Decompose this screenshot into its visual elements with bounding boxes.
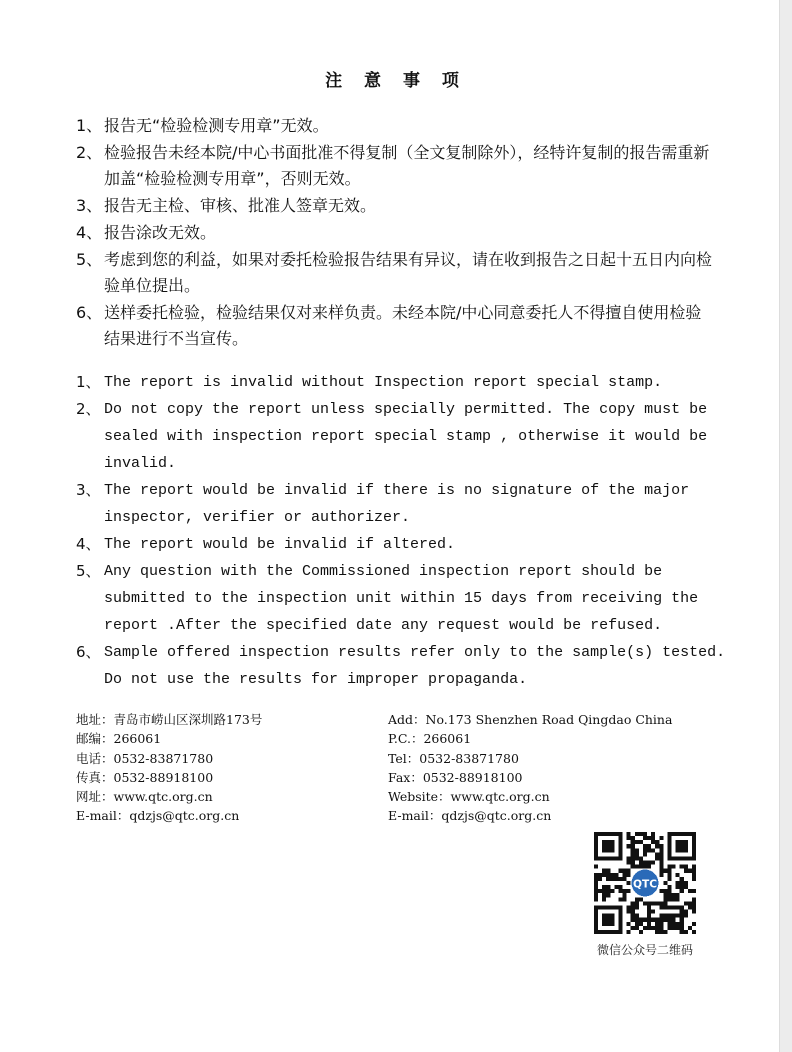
en-note-number: 5、 [76, 562, 101, 580]
cn-note-text: 报告无“检验检测专用章”无效。 [104, 116, 329, 135]
en-note-number: 3、 [76, 481, 101, 499]
page-title: 注 意 事 项 [325, 71, 467, 91]
cn-note-item [76, 247, 716, 299]
contact-cn-email: E-mail：qdzjs@qtc.org.cn [76, 808, 240, 824]
cn-note-item [76, 113, 716, 139]
cn-note-item [76, 220, 716, 246]
contact-cn-fax: 传真：0532-88918100 [76, 769, 214, 785]
en-note-text: The report would be invalid if there is no signature of the major inspector, verifier or authorizer. [104, 482, 690, 526]
en-note-item [76, 531, 736, 558]
contact-en-email: E-mail：qdzjs@qtc.org.cn [388, 808, 552, 824]
cn-note-number: 3、 [76, 196, 103, 215]
cn-note-text: 考虑到您的利益，如果对委托检验报告结果有异议，请在收到报告之日起十五日内向检验单位提出。 [104, 250, 713, 295]
contact-cn-website: 网址：www.qtc.org.cn [76, 789, 213, 805]
en-note-text: Any question with the Commissioned inspection report should be submitted to the inspection unit within 15 days from receiving the report .After the specified date any request would be refused. [104, 563, 699, 634]
en-note-number: 1、 [76, 373, 101, 391]
wechat-qr-code-icon [594, 832, 696, 934]
en-notes-list [76, 369, 736, 693]
contact-cn-address: 地址：青岛市崂山区深圳路173号 [76, 712, 263, 727]
cn-notes-list [76, 113, 716, 353]
contact-en-postcode: P.C.：266061 [388, 731, 472, 747]
en-note-number: 4、 [76, 535, 101, 553]
contact-en-phone: Tel：0532-83871780 [388, 750, 519, 766]
cn-note-text: 送样委托检验，检验结果仅对来样负责。未经本院/中心同意委托人不得擅自使用检验结果进行不当宣传。 [104, 303, 702, 348]
cn-note-text: 报告无主检、审核、批准人签章无效。 [104, 196, 377, 215]
contact-en-block [388, 710, 718, 826]
page-edge-bar [779, 0, 792, 1052]
en-note-number: 6、 [76, 643, 101, 661]
cn-note-item [76, 193, 716, 219]
en-note-item [76, 639, 736, 693]
en-note-item [76, 369, 736, 396]
en-note-number: 2、 [76, 400, 101, 418]
contact-cn-block [76, 710, 376, 826]
cn-note-number: 1、 [76, 116, 103, 135]
cn-note-item [76, 300, 716, 352]
qr-caption: 微信公众号二维码 [596, 943, 693, 957]
cn-note-text: 检验报告未经本院/中心书面批准不得复制（全文复制除外），经特许复制的报告需重新加盖“检验检测专用章”，否则无效。 [104, 143, 710, 188]
contact-cn-postcode: 邮编：266061 [76, 731, 162, 747]
qtc-logo-text: QTC [632, 878, 658, 891]
en-note-text: Sample offered inspection results refer only to the sample(s) tested. Do not use the results for improper propaganda. [104, 644, 726, 688]
cn-note-text: 报告涂改无效。 [104, 223, 217, 242]
en-note-item [76, 396, 736, 477]
en-note-item [76, 558, 736, 639]
cn-note-number: 2、 [76, 143, 103, 162]
contact-en-address: Add：No.173 Shenzhen Road Qingdao China [388, 712, 673, 727]
cn-note-number: 6、 [76, 303, 103, 322]
contact-en-fax: Fax：0532-88918100 [388, 769, 523, 785]
cn-note-item [76, 140, 716, 192]
cn-note-number: 5、 [76, 250, 103, 269]
en-note-text: Do not copy the report unless specially permitted. The copy must be sealed with inspection report special stamp , otherwise it would be invalid. [104, 401, 708, 472]
en-note-text: The report would be invalid if altered. [104, 536, 456, 553]
cn-note-number: 4、 [76, 223, 103, 242]
en-note-text: The report is invalid without Inspection report special stamp. [104, 374, 663, 391]
contact-en-website: Website：www.qtc.org.cn [388, 789, 550, 805]
contact-cn-phone: 电话：0532-83871780 [76, 750, 214, 766]
en-note-item [76, 477, 736, 531]
